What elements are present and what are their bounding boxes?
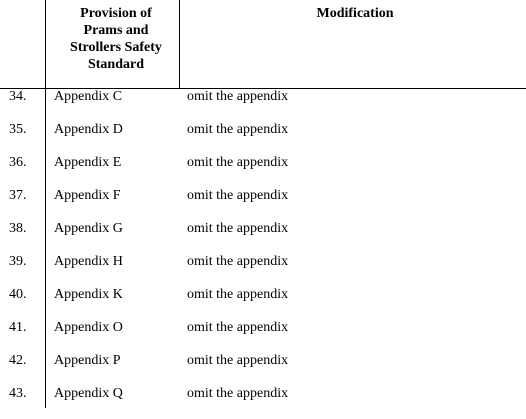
- row-provision: Appendix K: [54, 287, 123, 302]
- row-modification: omit the appendix: [187, 188, 289, 203]
- header-modification: Modification: [316, 6, 394, 21]
- row-provision: Appendix G: [54, 221, 123, 236]
- row-provision: Appendix P: [54, 353, 121, 368]
- row-number: 38.: [9, 221, 27, 236]
- column-divider-middle: [179, 0, 180, 88]
- row-number: 40.: [9, 287, 27, 302]
- row-modification: omit the appendix: [187, 221, 289, 236]
- row-modification: omit the appendix: [187, 386, 289, 401]
- table-row: [0, 254, 526, 287]
- table-row: [0, 155, 526, 188]
- row-provision: Appendix E: [54, 155, 122, 170]
- row-modification: omit the appendix: [187, 320, 289, 335]
- row-modification: omit the appendix: [187, 122, 289, 137]
- row-number: 39.: [9, 254, 27, 269]
- row-number: 43.: [9, 386, 27, 401]
- table-row: [0, 188, 526, 221]
- row-number: 35.: [9, 122, 27, 137]
- row-modification: omit the appendix: [187, 155, 289, 170]
- row-modification: omit the appendix: [187, 353, 289, 368]
- table-row: [0, 122, 526, 155]
- row-modification: omit the appendix: [187, 89, 289, 104]
- row-number: 36.: [9, 155, 27, 170]
- header-provision: Provision of Prams and Strollers Safety Standard: [70, 6, 162, 72]
- row-provision: Appendix Q: [54, 386, 123, 401]
- row-provision: Appendix D: [54, 122, 123, 137]
- row-provision: Appendix C: [54, 89, 123, 104]
- row-provision: Appendix F: [54, 188, 121, 203]
- row-provision: Appendix O: [54, 320, 123, 335]
- table-row: [0, 353, 526, 386]
- row-number: 34.: [9, 89, 27, 104]
- row-number: 41.: [9, 320, 27, 335]
- table-row: [0, 386, 526, 419]
- table-row: [0, 221, 526, 254]
- table-row: [0, 287, 526, 320]
- row-number: 37.: [9, 188, 27, 203]
- table-row: [0, 320, 526, 353]
- row-number: 42.: [9, 353, 27, 368]
- row-provision: Appendix H: [54, 254, 123, 269]
- row-modification: omit the appendix: [187, 287, 289, 302]
- table-row: [0, 89, 526, 122]
- row-modification: omit the appendix: [187, 254, 289, 269]
